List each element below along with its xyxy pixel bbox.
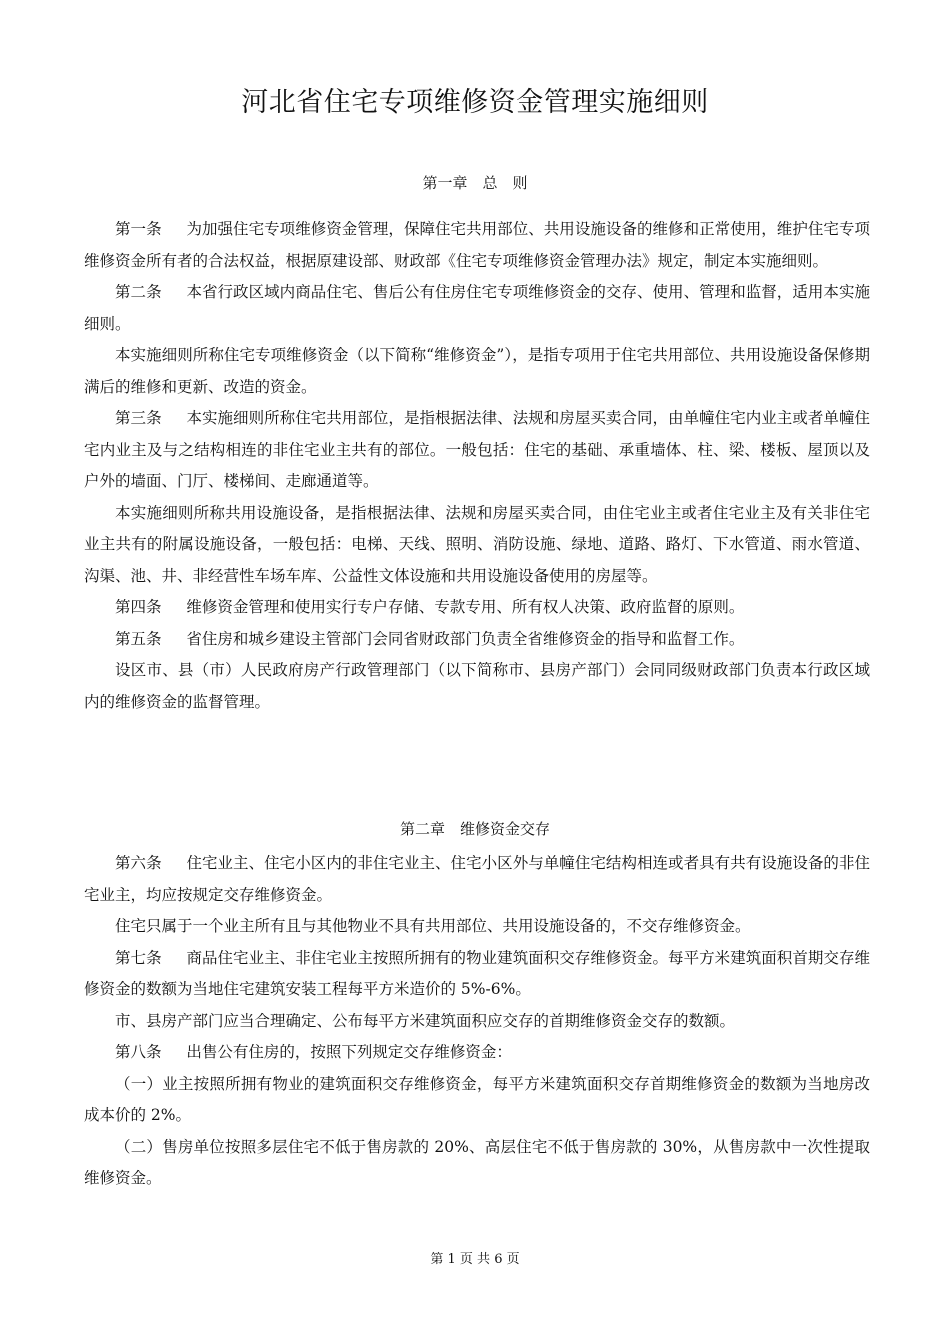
paragraph [84,655,870,718]
paragraph-text: 省住房和城乡建设主管部门会同省财政部门负责全省维修资金的指导和监督工作。 [186,629,745,648]
paragraph-text: 本实施细则所称共用设施设备，是指根据法律、法规和房屋买卖合同，由住宅业主或者住宅业主及有关非住宅业主共有的附属设施设备，一般包括：电梯、天线、照明、消防设施、绿地、道路、路灯、下水管道、雨水管道、沟渠、池、井、非经营性车场车库、公益性文体设施和共用设施设备使用的房屋等。 [84,503,870,585]
paragraph [84,214,870,277]
paragraph-text: 住宅只属于一个业主所有且与其他物业不具有共用部位、共用设施设备的，不交存维修资金。 [115,917,751,935]
paragraph-text: 维修资金管理和使用实行专户存储、专款专用、所有权人决策、政府监督的原则。 [186,598,745,616]
paragraph-text: 为加强住宅专项维修资金管理，保障住宅共用部位、共用设施设备的维修和正常使用，维护住宅专项维修资金所有者的合法权益，根据原建设部、财政部《住宅专项维修资金管理办法》规定，制定本实施细则。 [84,220,870,270]
paragraph-text: 出售公有住房的，按照下列规定交存维修资金： [186,1043,512,1061]
article-label: 第三条 [115,409,162,427]
paragraph [84,624,870,656]
paragraph [84,1069,870,1132]
article-label: 第七条 [115,948,162,967]
chapter-1-body [84,214,870,718]
paragraph [84,403,870,498]
paragraph [84,1006,870,1038]
document-title: 河北省住宅专项维修资金管理实施细则 [241,87,709,118]
page-footer: 第 1 页 共 6 页 [430,1252,520,1267]
paragraph-text: （一）业主按照所拥有物业的建筑面积交存维修资金，每平方米建筑面积交存首期维修资金的数额为当地房改成本价的 2%。 [84,1074,870,1124]
paragraph [84,943,870,1006]
chapter-2-body [84,848,870,1195]
paragraph [84,498,870,593]
paragraph [84,592,870,624]
article-label: 第四条 [115,598,162,616]
paragraph-text: 商品住宅业主、非住宅业主按照所拥有的物业建筑面积交存维修资金。每平方米建筑面积首期交存维修资金的数额为当地住宅建筑安装工程每平方米造价的 5%-6%。 [84,948,870,998]
paragraph [84,911,870,943]
paragraph-text: 本实施细则所称住宅专项维修资金（以下简称“维修资金”），是指专项用于住宅共用部位、共用设施设备保修期满后的维修和更新、改造的资金。 [84,346,870,396]
article-label: 第八条 [115,1043,162,1061]
paragraph [84,1132,870,1195]
article-label: 第五条 [115,629,162,648]
paragraph-text: 住宅业主、住宅小区内的非住宅业主、住宅小区外与单幢住宅结构相连或者具有共有设施设备的非住宅业主，均应按规定交存维修资金。 [84,854,870,904]
article-label: 第二条 [115,283,162,301]
chapter-heading-1: 第一章 总 则 [422,174,528,192]
paragraph [84,340,870,403]
paragraph-text: 本省行政区域内商品住宅、售后公有住房住宅专项维修资金的交存、使用、管理和监督，适用本实施细则。 [84,283,870,333]
article-label: 第六条 [115,854,162,872]
paragraph [84,277,870,340]
paragraph [84,1037,870,1069]
paragraph-text: 市、县房产部门应当合理确定、公布每平方米建筑面积应交存的首期维修资金交存的数额。 [115,1011,736,1030]
chapter-heading-2: 第二章 维修资金交存 [399,820,550,838]
paragraph-text: （二）售房单位按照多层住宅不低于售房款的 20%、高层住宅不低于售房款的 30%，从售房款中一次性提取维修资金。 [84,1137,870,1187]
paragraph [84,848,870,911]
article-label: 第一条 [115,220,162,238]
paragraph-text: 本实施细则所称住宅共用部位，是指根据法律、法规和房屋买卖合同，由单幢住宅内业主或者单幢住宅内业主及与之结构相连的非住宅业主共有的部位。一般包括：住宅的基础、承重墙体、柱、梁、楼板、屋顶以及户外的墙面、门厅、楼梯间、走廊通道等。 [84,409,870,490]
paragraph-text: 设区市、县（市）人民政府房产行政管理部门（以下简称市、县房产部门）会同同级财政部门负责本行政区域内的维修资金的监督管理。 [84,661,870,711]
